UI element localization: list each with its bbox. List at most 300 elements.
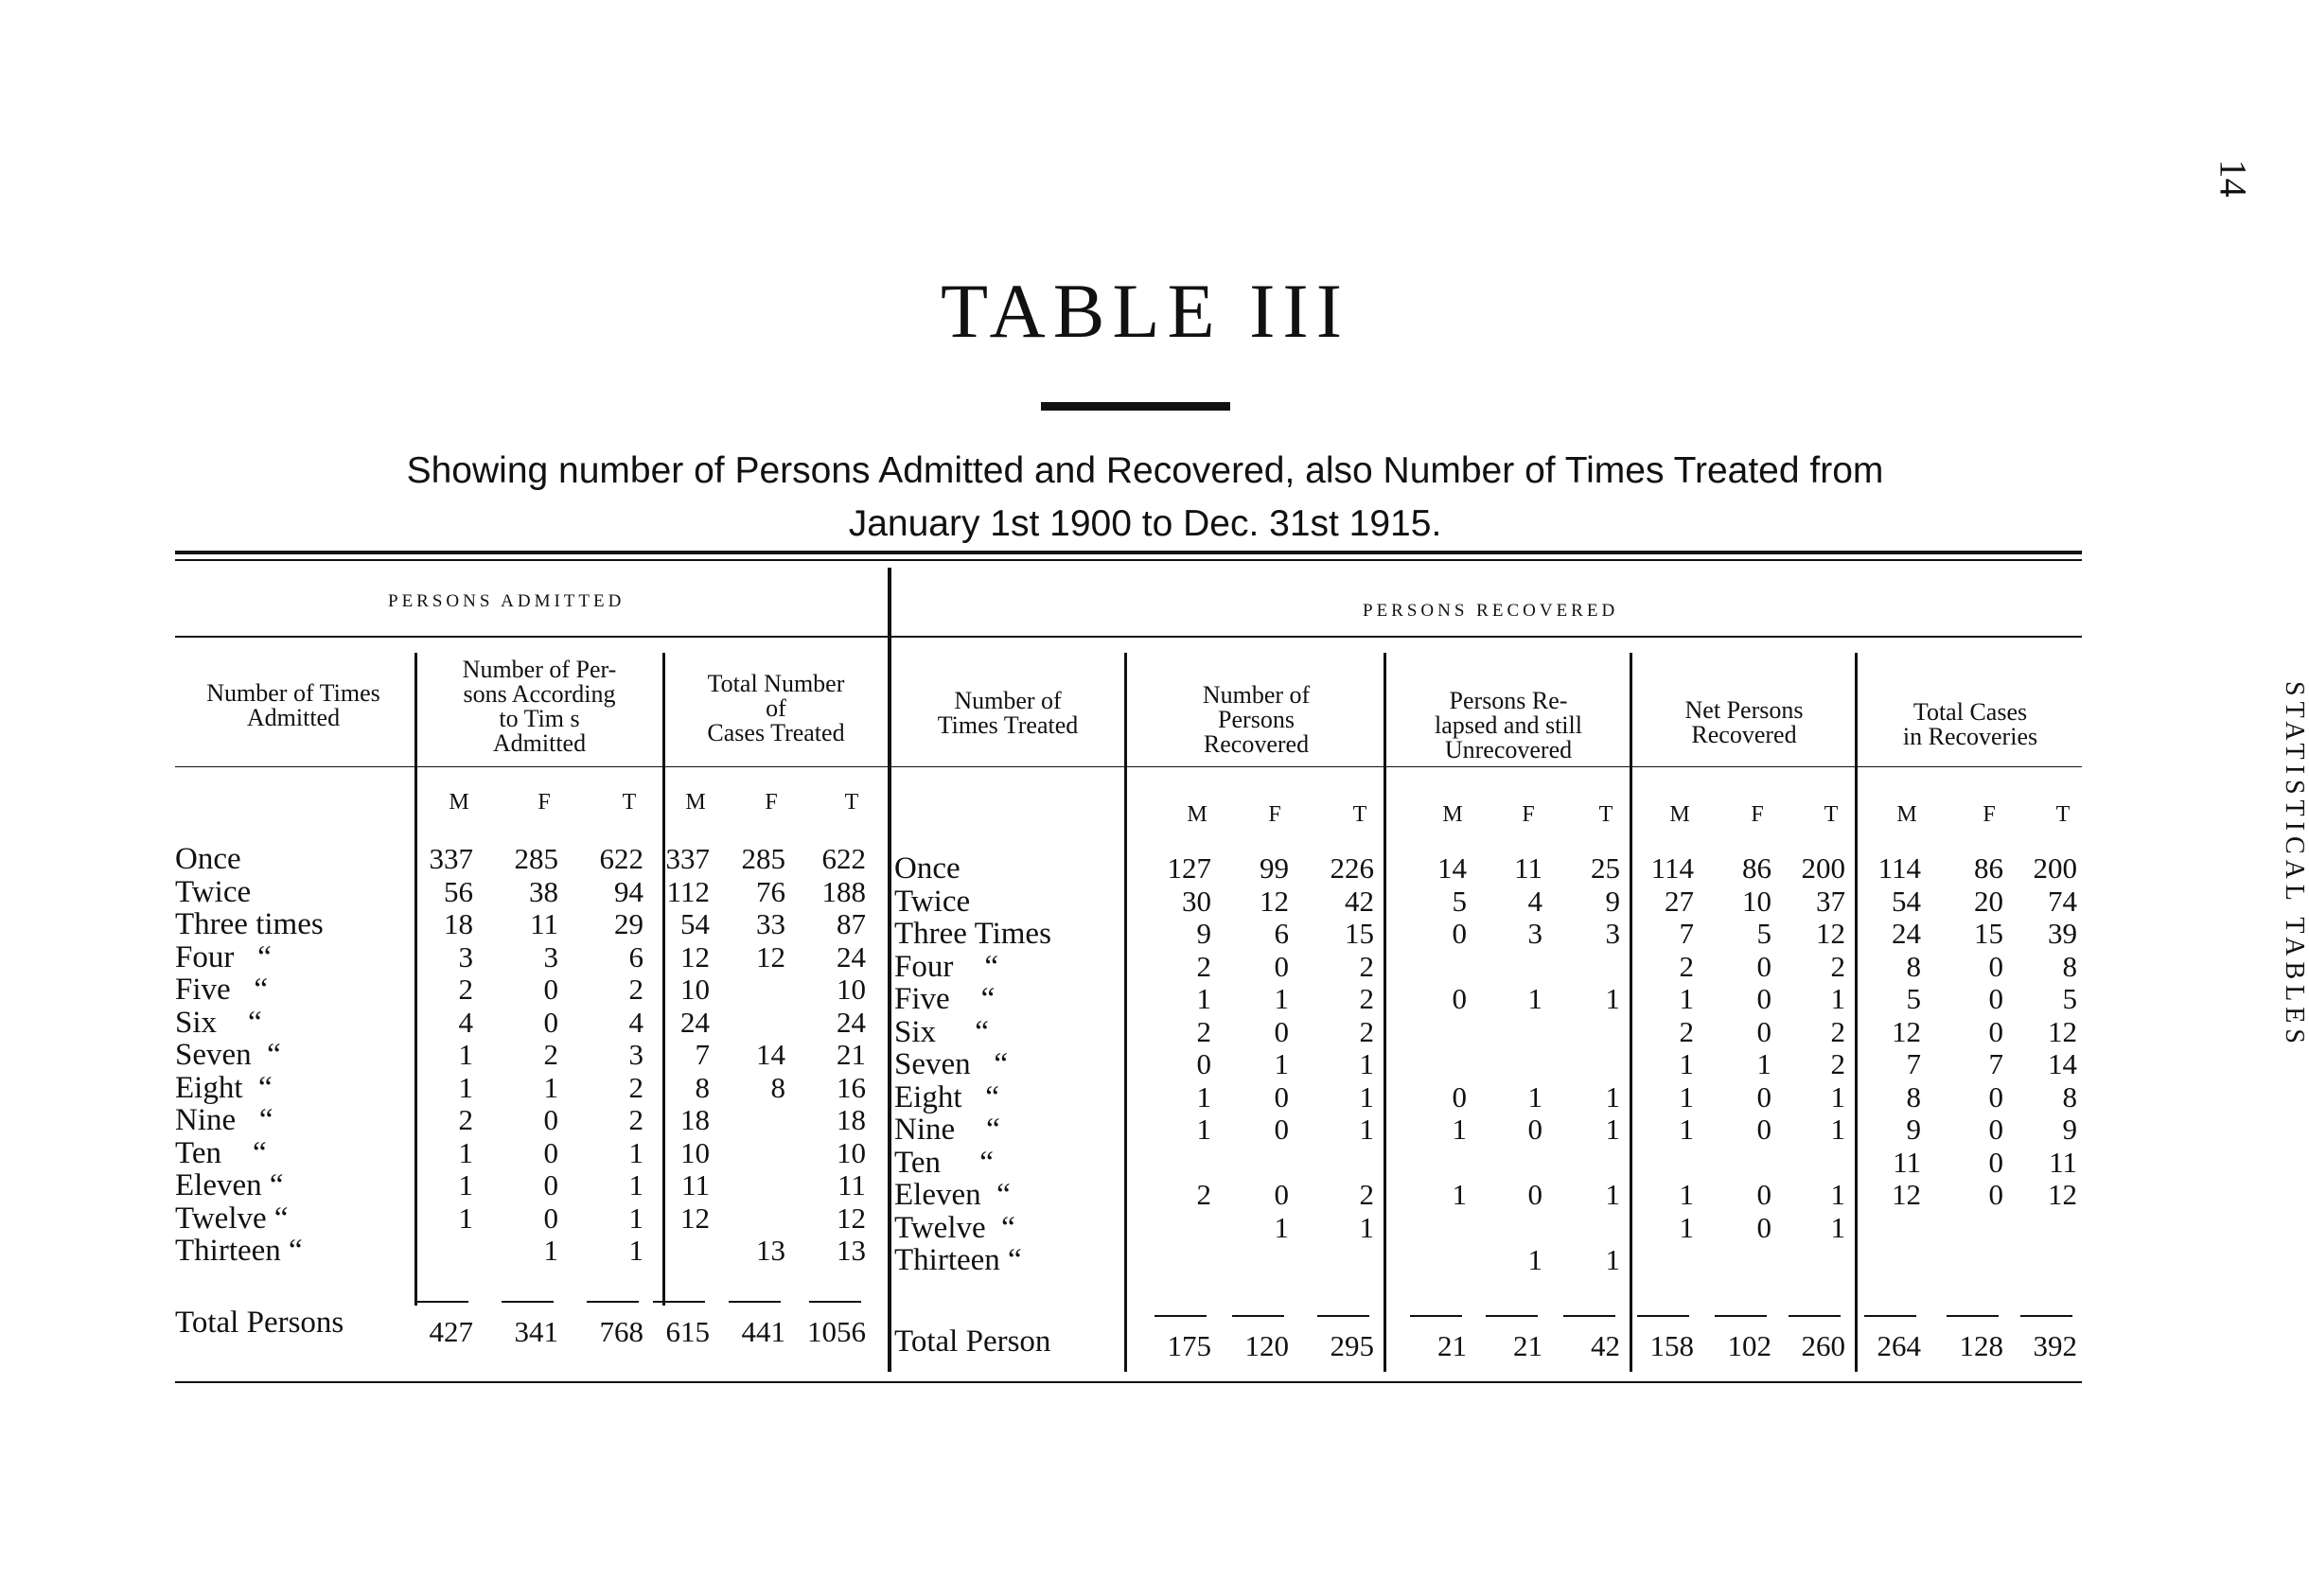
total-underline bbox=[587, 1301, 639, 1303]
page-number: 14 bbox=[2212, 159, 2255, 198]
recovered-cell: 0 bbox=[1756, 1210, 1771, 1244]
recovered-row-label: Twelve “ bbox=[894, 1210, 1015, 1245]
admitted-cell: 29 bbox=[614, 907, 643, 940]
admitted-cell: 4 bbox=[458, 1005, 473, 1039]
recovered-cell: 3 bbox=[1605, 917, 1620, 950]
divider-4 bbox=[1384, 653, 1386, 1372]
admitted-cell: 1 bbox=[458, 1135, 473, 1169]
admitted-cell: 94 bbox=[614, 874, 643, 908]
admitted-cell: 0 bbox=[543, 973, 558, 1006]
admitted-cell: 11 bbox=[681, 1168, 710, 1201]
recovered-cell: 54 bbox=[1892, 884, 1921, 918]
recovered-cell: 0 bbox=[1196, 1047, 1211, 1080]
admitted-cell: 8 bbox=[770, 1070, 785, 1104]
recovered-cell: 1 bbox=[1359, 1047, 1374, 1080]
recovered-cell: 14 bbox=[1437, 851, 1467, 885]
total-underline bbox=[502, 1301, 554, 1303]
recovered-cell: 0 bbox=[1527, 1178, 1542, 1211]
recovered-cell: 12 bbox=[1892, 1014, 1921, 1048]
recovered-cell: 9 bbox=[1605, 884, 1620, 918]
total-cell: 42 bbox=[1591, 1329, 1620, 1362]
recovered-cell: 0 bbox=[1988, 1145, 2003, 1179]
admitted-row-label: Eleven “ bbox=[175, 1168, 284, 1202]
header-persons-recovered bbox=[1131, 683, 1382, 757]
total-cell: 615 bbox=[665, 1315, 710, 1348]
recovered-cell: 1 bbox=[1274, 982, 1289, 1015]
total-underline bbox=[1563, 1315, 1615, 1317]
total-admitted-label: Total Persons bbox=[175, 1306, 344, 1340]
recovered-cell: 12 bbox=[1260, 884, 1289, 918]
recovered-cell: 0 bbox=[1988, 1178, 2003, 1211]
recovered-cell: 39 bbox=[2048, 917, 2077, 950]
recovered-cell: 114 bbox=[1877, 851, 1921, 885]
admitted-cell: 54 bbox=[680, 907, 710, 940]
total-underline bbox=[1864, 1315, 1916, 1317]
admitted-row-label: Eight “ bbox=[175, 1070, 273, 1105]
recovered-row-label: Seven “ bbox=[894, 1047, 1009, 1081]
header-line: of bbox=[766, 694, 786, 722]
recovered-cell: 11 bbox=[1893, 1145, 1921, 1179]
recovered-cell: 114 bbox=[1650, 851, 1694, 885]
header-line: Admitted bbox=[492, 729, 587, 757]
title-rule bbox=[1041, 402, 1230, 411]
header-line: lapsed and still bbox=[1435, 711, 1582, 739]
admitted-row-label: Ten “ bbox=[175, 1135, 267, 1170]
recovered-cell: 10 bbox=[1742, 884, 1771, 918]
admitted-cell: 188 bbox=[821, 874, 866, 908]
header-line: Persons bbox=[1218, 706, 1295, 733]
recovered-cell: 2 bbox=[1359, 982, 1374, 1015]
recovered-row-label: Ten “ bbox=[894, 1145, 994, 1180]
recovered-cell: 42 bbox=[1345, 884, 1374, 918]
admitted-cell: 3 bbox=[543, 939, 558, 973]
admitted-cell: 2 bbox=[458, 1103, 473, 1136]
top-rule-2 bbox=[175, 559, 2082, 561]
recovered-cell: 1 bbox=[1830, 1113, 1845, 1146]
mft-header: F bbox=[765, 790, 778, 815]
recovered-cell: 0 bbox=[1274, 1014, 1289, 1048]
recovered-cell: 0 bbox=[1274, 1113, 1289, 1146]
admitted-cell: 1 bbox=[543, 1070, 558, 1104]
admitted-row-label: Seven “ bbox=[175, 1038, 281, 1072]
recovered-cell: 2 bbox=[1196, 1014, 1211, 1048]
total-cell: 392 bbox=[2033, 1329, 2077, 1362]
recovered-cell: 0 bbox=[1274, 1178, 1289, 1211]
recovered-cell: 1 bbox=[1679, 1079, 1694, 1114]
admitted-cell: 0 bbox=[543, 1135, 558, 1169]
admitted-cell: 11 bbox=[530, 907, 558, 940]
total-cell: 768 bbox=[599, 1315, 643, 1348]
recovered-cell: 12 bbox=[1892, 1178, 1921, 1211]
recovered-row-label: Thirteen “ bbox=[894, 1243, 1022, 1277]
recovered-cell: 0 bbox=[1452, 917, 1467, 950]
recovered-cell: 0 bbox=[1988, 1014, 2003, 1048]
table-subtitle bbox=[170, 445, 2120, 551]
admitted-cell: 24 bbox=[837, 1005, 866, 1039]
recovered-cell: 0 bbox=[1452, 982, 1467, 1015]
recovered-cell: 37 bbox=[1816, 884, 1845, 918]
header-bottom-rule bbox=[175, 766, 2082, 767]
recovered-cell: 7 bbox=[1679, 917, 1694, 950]
recovered-row-label: Eight “ bbox=[894, 1079, 999, 1114]
recovered-cell: 14 bbox=[2048, 1047, 2077, 1080]
admitted-cell: 16 bbox=[837, 1070, 866, 1104]
admitted-row-label: Nine “ bbox=[175, 1103, 273, 1137]
admitted-cell: 0 bbox=[543, 1201, 558, 1235]
subtitle-line-2: January 1st 1900 to Dec. 31st 1915. bbox=[848, 503, 1442, 544]
recovered-row-label: Eleven “ bbox=[894, 1178, 1011, 1212]
mft-header: M bbox=[1669, 802, 1690, 827]
recovered-cell: 5 bbox=[1452, 884, 1467, 918]
bottom-rule bbox=[175, 1381, 2082, 1383]
recovered-cell: 7 bbox=[1988, 1047, 2003, 1080]
admitted-cell: 1 bbox=[628, 1201, 643, 1235]
admitted-cell: 3 bbox=[458, 939, 473, 973]
recovered-cell: 1 bbox=[1196, 982, 1211, 1015]
header-line: Persons Re- bbox=[1449, 687, 1568, 714]
total-underline bbox=[1317, 1315, 1369, 1317]
recovered-cell: 20 bbox=[1974, 884, 2003, 918]
recovered-cell: 2 bbox=[1830, 1047, 1845, 1080]
admitted-cell: 622 bbox=[599, 842, 643, 875]
mft-header: T bbox=[2055, 802, 2071, 827]
recovered-cell: 2 bbox=[1359, 949, 1374, 983]
recovered-cell: 86 bbox=[1742, 851, 1771, 885]
total-underline bbox=[1715, 1315, 1767, 1317]
mft-header: M bbox=[1187, 802, 1207, 827]
admitted-cell: 10 bbox=[680, 1135, 710, 1169]
header-line: Number of bbox=[954, 687, 1062, 714]
total-underline bbox=[729, 1301, 781, 1303]
recovered-cell: 1 bbox=[1830, 982, 1845, 1015]
admitted-cell: 12 bbox=[680, 1201, 710, 1235]
subtitle-line-1: Showing number of Persons Admitted and Recovered, also Number of Times Treated from bbox=[406, 450, 1884, 491]
recovered-cell: 2 bbox=[1196, 949, 1211, 983]
admitted-cell: 2 bbox=[628, 1103, 643, 1136]
admitted-cell: 7 bbox=[695, 1038, 710, 1071]
admitted-cell: 33 bbox=[756, 907, 785, 940]
recovered-cell: 2 bbox=[1359, 1178, 1374, 1211]
admitted-cell: 2 bbox=[543, 1038, 558, 1071]
admitted-cell: 285 bbox=[741, 842, 785, 875]
total-cell: 102 bbox=[1727, 1329, 1771, 1362]
mft-header: F bbox=[1751, 802, 1764, 827]
recovered-cell: 1 bbox=[1274, 1047, 1289, 1080]
recovered-cell: 1 bbox=[1527, 1243, 1542, 1276]
header-line: Times Treated bbox=[937, 711, 1079, 739]
admitted-cell: 1 bbox=[458, 1201, 473, 1235]
mft-header: M bbox=[1442, 802, 1463, 827]
admitted-cell: 2 bbox=[628, 973, 643, 1006]
recovered-cell: 1 bbox=[1527, 982, 1542, 1015]
admitted-cell: 24 bbox=[837, 939, 866, 973]
recovered-cell: 1 bbox=[1196, 1113, 1211, 1146]
admitted-cell: 12 bbox=[837, 1201, 866, 1235]
admitted-cell: 8 bbox=[695, 1070, 710, 1104]
total-cell: 175 bbox=[1167, 1329, 1211, 1362]
header-line: Total Number bbox=[707, 670, 845, 697]
admitted-cell: 87 bbox=[837, 907, 866, 940]
divider-3 bbox=[1124, 653, 1127, 1372]
recovered-row-label: Five “ bbox=[894, 982, 996, 1016]
recovered-cell: 1 bbox=[1605, 1178, 1620, 1211]
recovered-row-label: Four “ bbox=[894, 949, 998, 984]
admitted-cell: 4 bbox=[628, 1005, 643, 1039]
admitted-cell: 10 bbox=[680, 973, 710, 1006]
recovered-cell: 1 bbox=[1605, 1243, 1620, 1276]
header-line: Total Cases bbox=[1912, 698, 2028, 726]
admitted-cell: 24 bbox=[680, 1005, 710, 1039]
recovered-cell: 5 bbox=[2062, 982, 2077, 1015]
total-cell: 341 bbox=[514, 1315, 558, 1348]
admitted-cell: 18 bbox=[444, 907, 473, 940]
recovered-cell: 12 bbox=[1816, 917, 1845, 950]
admitted-cell: 76 bbox=[756, 874, 785, 908]
recovered-cell: 0 bbox=[1756, 1113, 1771, 1146]
admitted-cell: 0 bbox=[543, 1103, 558, 1136]
total-underline bbox=[2020, 1315, 2072, 1317]
admitted-cell: 38 bbox=[529, 874, 558, 908]
mft-header: F bbox=[538, 790, 551, 815]
recovered-cell: 127 bbox=[1167, 851, 1211, 885]
header-line: sons According bbox=[463, 680, 616, 708]
recovered-cell: 9 bbox=[1906, 1113, 1921, 1146]
header-total-recoveries bbox=[1860, 700, 2080, 749]
recovered-cell: 0 bbox=[1527, 1113, 1542, 1146]
table-title: TABLE III bbox=[940, 268, 1350, 354]
admitted-cell: 1 bbox=[628, 1168, 643, 1201]
recovered-cell: 1 bbox=[1527, 1079, 1542, 1114]
header-total-cases bbox=[667, 672, 885, 745]
recovered-cell: 30 bbox=[1182, 884, 1211, 918]
total-underline bbox=[1637, 1315, 1689, 1317]
recovered-cell: 1 bbox=[1452, 1113, 1467, 1146]
recovered-cell: 15 bbox=[1345, 917, 1374, 950]
admitted-cell: 0 bbox=[543, 1168, 558, 1201]
total-underline bbox=[416, 1301, 468, 1303]
recovered-cell: 99 bbox=[1260, 851, 1289, 885]
admitted-cell: 622 bbox=[821, 842, 866, 875]
recovered-cell: 1 bbox=[1359, 1210, 1374, 1244]
mft-header: T bbox=[1598, 802, 1613, 827]
recovered-cell: 0 bbox=[1756, 949, 1771, 983]
recovered-cell: 1 bbox=[1679, 1178, 1694, 1211]
total-underline bbox=[1789, 1315, 1841, 1317]
recovered-cell: 1 bbox=[1452, 1178, 1467, 1211]
admitted-cell: 1 bbox=[458, 1168, 473, 1201]
total-cell: 21 bbox=[1513, 1329, 1542, 1362]
header-line: Unrecovered bbox=[1444, 736, 1573, 763]
mft-header: M bbox=[449, 790, 469, 815]
header-relapsed bbox=[1389, 689, 1628, 763]
recovered-cell: 5 bbox=[1756, 917, 1771, 950]
admitted-row-label: Twice bbox=[175, 874, 252, 909]
recovered-cell: 0 bbox=[1988, 982, 2003, 1015]
total-cell: 120 bbox=[1244, 1329, 1289, 1362]
recovered-cell: 1 bbox=[1830, 1210, 1845, 1244]
admitted-cell: 13 bbox=[756, 1234, 785, 1267]
recovered-cell: 15 bbox=[1974, 917, 2003, 950]
header-line: Recovered bbox=[1203, 730, 1310, 758]
admitted-row-label: Twelve “ bbox=[175, 1201, 289, 1236]
mft-header: T bbox=[1352, 802, 1367, 827]
recovered-cell: 0 bbox=[1452, 1079, 1467, 1114]
recovered-cell: 1 bbox=[1756, 1047, 1771, 1080]
recovered-cell: 8 bbox=[1906, 949, 1921, 983]
recovered-cell: 4 bbox=[1527, 884, 1542, 918]
admitted-cell: 2 bbox=[458, 973, 473, 1006]
total-underline bbox=[1154, 1315, 1207, 1317]
admitted-cell: 1 bbox=[458, 1070, 473, 1104]
section-recovered: PERSONS RECOVERED bbox=[1363, 601, 1619, 621]
recovered-cell: 25 bbox=[1591, 851, 1620, 885]
mft-header: F bbox=[1522, 802, 1535, 827]
recovered-cell: 8 bbox=[2062, 949, 2077, 983]
total-cell: 427 bbox=[429, 1315, 473, 1348]
total-cell: 1056 bbox=[807, 1315, 866, 1348]
admitted-row-label: Five “ bbox=[175, 973, 269, 1007]
recovered-cell: 1 bbox=[1605, 1113, 1620, 1146]
section-divider bbox=[888, 568, 891, 1372]
mft-header: M bbox=[685, 790, 706, 815]
admitted-cell: 10 bbox=[837, 973, 866, 1006]
admitted-cell: 1 bbox=[543, 1234, 558, 1267]
header-line: Number of Per- bbox=[462, 656, 617, 683]
recovered-cell: 3 bbox=[1527, 917, 1542, 950]
total-underline bbox=[1486, 1315, 1538, 1317]
recovered-cell: 1 bbox=[1605, 982, 1620, 1015]
recovered-cell: 12 bbox=[2048, 1014, 2077, 1048]
recovered-cell: 0 bbox=[1756, 1079, 1771, 1114]
recovered-cell: 0 bbox=[1988, 949, 2003, 983]
admitted-row-label: Four “ bbox=[175, 939, 272, 974]
admitted-row-label: Thirteen “ bbox=[175, 1234, 303, 1268]
recovered-row-label: Once bbox=[894, 851, 961, 886]
admitted-cell: 12 bbox=[756, 939, 785, 973]
recovered-cell: 0 bbox=[1988, 1113, 2003, 1146]
recovered-cell: 27 bbox=[1665, 884, 1694, 918]
admitted-cell: 1 bbox=[628, 1135, 643, 1169]
header-line: to Tim s bbox=[499, 705, 580, 732]
recovered-cell: 1 bbox=[1605, 1079, 1620, 1114]
mft-header: T bbox=[622, 790, 637, 815]
admitted-cell: 1 bbox=[458, 1038, 473, 1071]
admitted-cell: 337 bbox=[429, 842, 473, 875]
recovered-cell: 0 bbox=[1756, 1178, 1771, 1211]
recovered-cell: 11 bbox=[2049, 1145, 2077, 1179]
recovered-cell: 2 bbox=[1196, 1178, 1211, 1211]
recovered-cell: 2 bbox=[1830, 1014, 1845, 1048]
recovered-cell: 11 bbox=[1514, 851, 1542, 885]
total-recovered-label: Total Person bbox=[894, 1324, 1051, 1359]
recovered-cell: 9 bbox=[2062, 1113, 2077, 1146]
admitted-cell: 0 bbox=[543, 1005, 558, 1039]
header-line: Recovered bbox=[1691, 721, 1797, 748]
admitted-row-label: Three times bbox=[175, 907, 324, 941]
recovered-cell: 2 bbox=[1679, 1014, 1694, 1048]
recovered-cell: 24 bbox=[1892, 917, 1921, 950]
recovered-cell: 1 bbox=[1679, 982, 1694, 1015]
recovered-cell: 0 bbox=[1274, 949, 1289, 983]
total-cell: 158 bbox=[1649, 1329, 1694, 1362]
admitted-cell: 18 bbox=[837, 1103, 866, 1136]
section-rule bbox=[175, 636, 2082, 638]
running-head: STATISTICAL TABLES bbox=[2280, 681, 2309, 1049]
admitted-row-label: Six “ bbox=[175, 1005, 262, 1040]
recovered-row-label: Three Times bbox=[894, 917, 1051, 951]
header-line: Cases Treated bbox=[707, 719, 845, 746]
recovered-cell: 200 bbox=[2033, 851, 2077, 885]
header-line: Net Persons bbox=[1684, 696, 1804, 724]
recovered-cell: 226 bbox=[1330, 851, 1374, 885]
header-times-admitted bbox=[175, 681, 412, 730]
recovered-cell: 1 bbox=[1359, 1079, 1374, 1114]
admitted-cell: 21 bbox=[837, 1038, 866, 1071]
recovered-cell: 74 bbox=[2048, 884, 2077, 918]
admitted-cell: 56 bbox=[444, 874, 473, 908]
recovered-cell: 1 bbox=[1679, 1210, 1694, 1244]
total-underline bbox=[653, 1301, 705, 1303]
recovered-cell: 6 bbox=[1274, 917, 1289, 950]
recovered-cell: 9 bbox=[1196, 917, 1211, 950]
header-persons-according bbox=[421, 658, 658, 756]
admitted-cell: 11 bbox=[837, 1168, 866, 1201]
recovered-cell: 0 bbox=[1988, 1079, 2003, 1114]
admitted-cell: 112 bbox=[666, 874, 710, 908]
total-cell: 21 bbox=[1437, 1329, 1467, 1362]
recovered-cell: 0 bbox=[1756, 982, 1771, 1015]
recovered-row-label: Six “ bbox=[894, 1014, 989, 1049]
recovered-cell: 7 bbox=[1906, 1047, 1921, 1080]
total-underline bbox=[1947, 1315, 1999, 1317]
header-line: Number of Times bbox=[206, 679, 380, 707]
admitted-cell: 337 bbox=[665, 842, 710, 875]
total-underline bbox=[1410, 1315, 1462, 1317]
header-line: Admitted bbox=[246, 704, 341, 731]
recovered-cell: 1 bbox=[1274, 1210, 1289, 1244]
header-net bbox=[1635, 698, 1853, 747]
admitted-cell: 285 bbox=[514, 842, 558, 875]
recovered-cell: 5 bbox=[1906, 982, 1921, 1015]
recovered-cell: 8 bbox=[1906, 1079, 1921, 1114]
mft-header: T bbox=[1824, 802, 1839, 827]
recovered-cell: 1 bbox=[1196, 1079, 1211, 1114]
header-line: in Recoveries bbox=[1902, 723, 2038, 750]
admitted-cell: 12 bbox=[680, 939, 710, 973]
recovered-cell: 12 bbox=[2048, 1178, 2077, 1211]
admitted-cell: 13 bbox=[837, 1234, 866, 1267]
total-cell: 128 bbox=[1959, 1329, 2003, 1362]
recovered-cell: 1 bbox=[1830, 1178, 1845, 1211]
mft-header: T bbox=[844, 790, 859, 815]
total-cell: 264 bbox=[1877, 1329, 1921, 1362]
admitted-cell: 3 bbox=[628, 1038, 643, 1071]
mft-header: M bbox=[1896, 802, 1917, 827]
recovered-cell: 1 bbox=[1679, 1113, 1694, 1146]
admitted-cell: 1 bbox=[628, 1234, 643, 1267]
total-cell: 260 bbox=[1801, 1329, 1845, 1362]
recovered-cell: 1 bbox=[1679, 1047, 1694, 1080]
total-cell: 441 bbox=[741, 1315, 785, 1348]
recovered-cell: 8 bbox=[2062, 1079, 2077, 1114]
admitted-cell: 2 bbox=[628, 1070, 643, 1104]
recovered-cell: 0 bbox=[1274, 1079, 1289, 1114]
section-admitted: PERSONS ADMITTED bbox=[388, 591, 626, 611]
total-cell: 295 bbox=[1330, 1329, 1374, 1362]
recovered-cell: 2 bbox=[1359, 1014, 1374, 1048]
recovered-row-label: Twice bbox=[894, 884, 971, 919]
recovered-cell: 0 bbox=[1756, 1014, 1771, 1048]
